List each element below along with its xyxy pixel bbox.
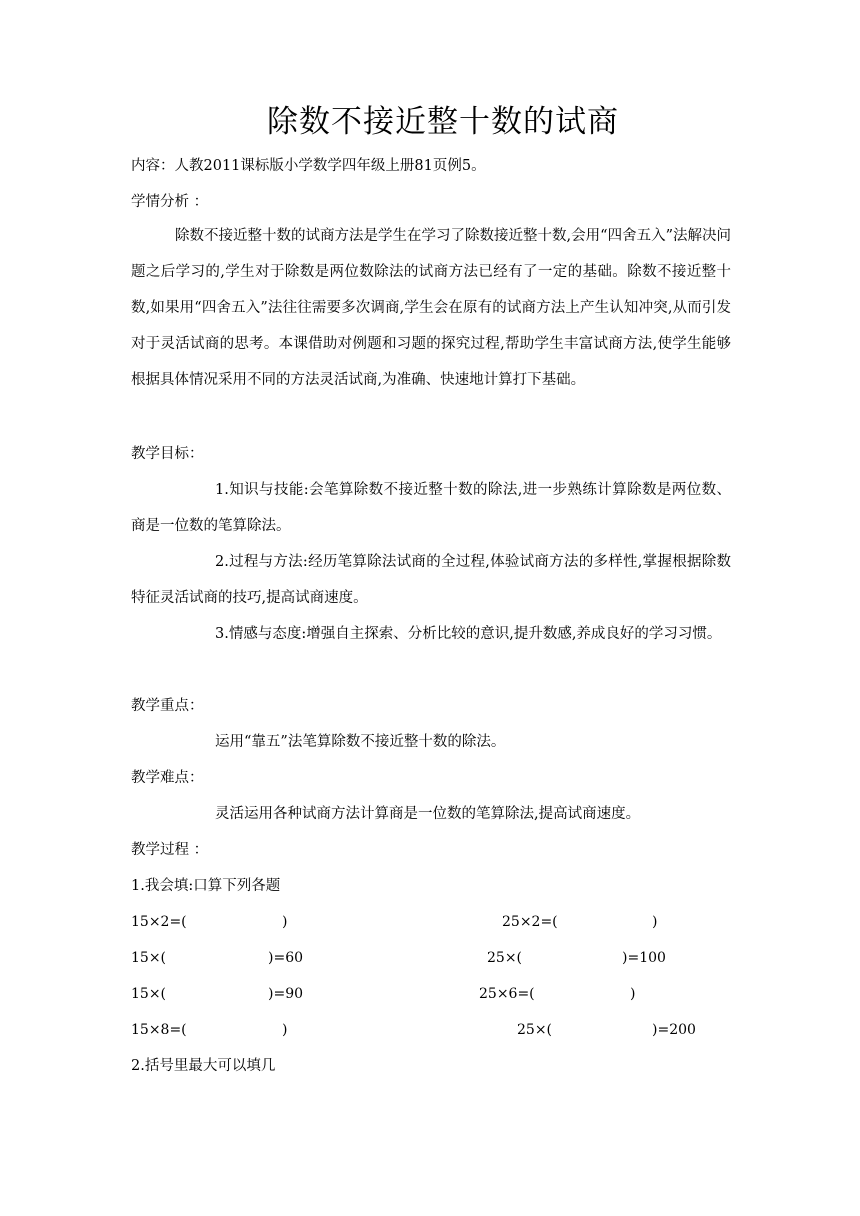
key-point-text: 运用“靠五”法笔算除数不接近整十数的除法。 [215,734,506,750]
exercise-right-4a: 25×( [517,1022,553,1038]
content-line: 内容：人教2011课标版小学数学四年级上册81页例5。 [131,158,486,174]
exercise-left-3a: 15×( [131,986,167,1002]
analysis-paragraph: 除数不接近整十数的试商方法是学生在学习了除数接近整十数,会用“四舍五入”法解决问题之后学习的,学生对于除数是两位数除法的试商方法已经有了一定的基础。除数不接近整十数,如果用“四舍五入”法往往需要多次调商,学生会在原有的试商方法上产生认知冲突,从而引发对于灵活试商的思考。本课借助对例题和习题的探究过程,帮助学生丰富试商方法,使学生能够根据具体情况采用不同的方法灵活试商,为准确、快速地计算打下基础。 [131,228,731,388]
exercise1-title: 1.我会填:口算下列各题 [131,878,281,894]
exercise-left-3b: )=90 [268,986,304,1002]
goals-heading: 教学目标： [131,446,204,462]
process-heading: 教学过程 ： [131,842,209,858]
difficulty-heading: 教学难点： [131,770,204,786]
goal-item: 3.情感与态度:增强自主探索、分析比较的意识,提升数感,养成良好的学习习惯。 [215,626,722,642]
document-title: 除数不接近整十数的试商 [267,104,619,140]
difficulty-text: 灵活运用各种试商方法计算商是一位数的笔算除法,提高试商速度。 [215,806,641,822]
goal-item: 1.知识与技能:会笔算除数不接近整十数的除法,进一步熟练计算除数是两位数、商是一位数的笔算除法。 [131,482,731,534]
exercise-right-1b: ) [652,914,658,930]
exercise-left-2a: 15×( [131,950,167,966]
key-point-heading: 教学重点： [131,698,204,714]
exercise-right-3b: ) [630,986,636,1002]
exercise-right-4b: )=200 [652,1022,696,1038]
exercise-left-1b: ) [282,914,288,930]
exercise-right-1a: 25×2=( [502,914,558,930]
exercise-right-2a: 25×( [487,950,523,966]
exercise-left-4a: 15×8=( [131,1022,187,1038]
exercise-right-3a: 25×6=( [479,986,535,1002]
exercise-left-2b: )=60 [268,950,304,966]
exercise-right-2b: )=100 [622,950,666,966]
goal-item: 2.过程与方法:经历笔算除法试商的全过程,体验试商方法的多样性,掌握根据除数特征灵活试商的技巧,提高试商速度。 [131,554,731,606]
exercise2-title: 2.括号里最大可以填几 [131,1058,276,1074]
exercise-left-4b: ) [282,1022,288,1038]
analysis-heading: 学情分析 ： [131,194,209,210]
exercise-left-1a: 15×2=( [131,914,187,930]
